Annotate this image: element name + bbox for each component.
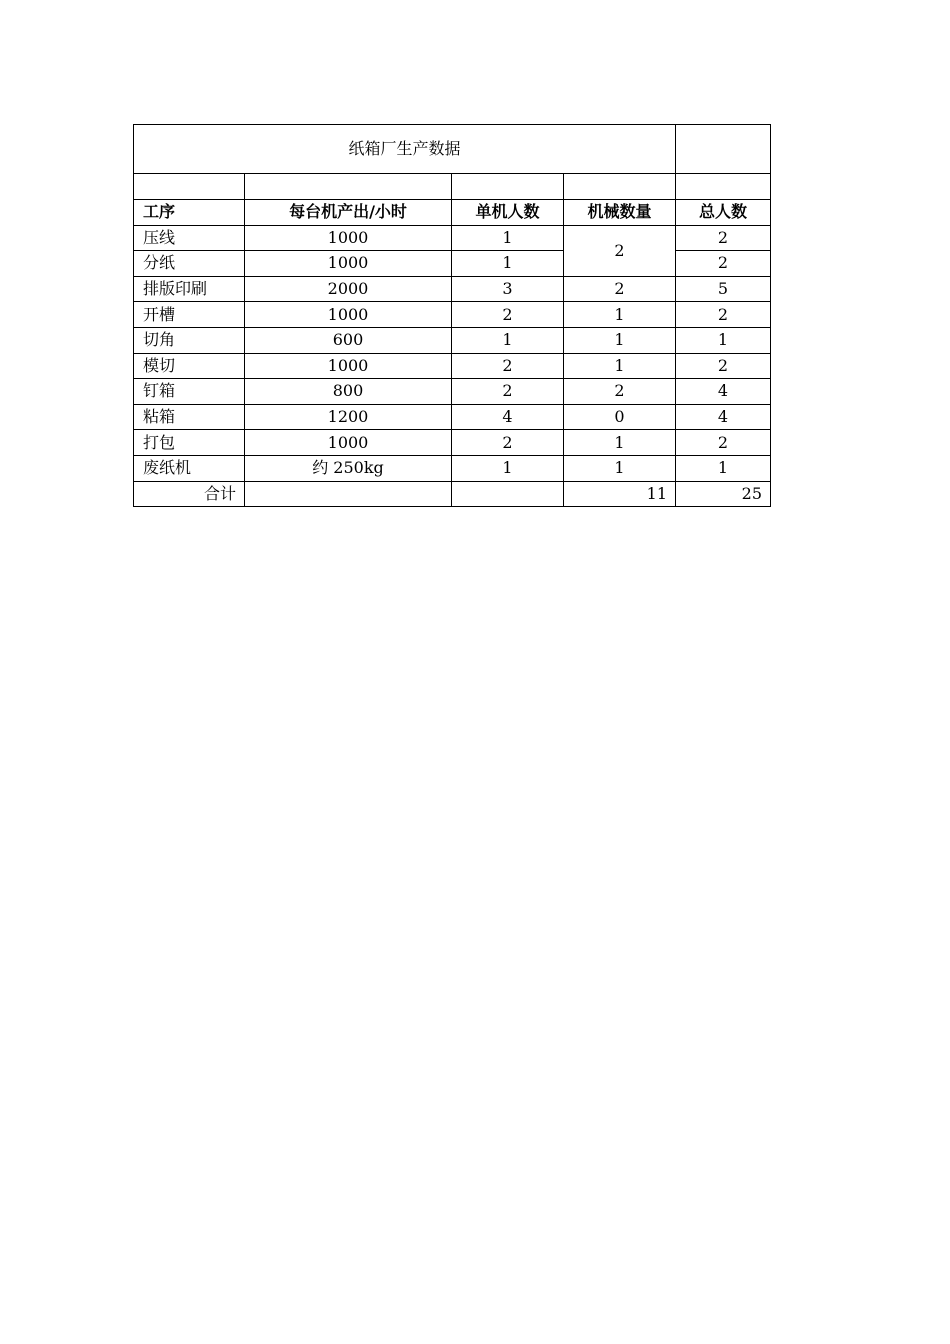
output-cell: 2000 bbox=[245, 276, 452, 302]
output-cell: 800 bbox=[245, 379, 452, 405]
output-cell: 1200 bbox=[245, 404, 452, 430]
total-machines: 11 bbox=[564, 481, 676, 507]
empty-cell bbox=[676, 174, 771, 200]
table-row bbox=[134, 225, 771, 251]
table-row bbox=[134, 276, 771, 302]
process-cell: 分纸 bbox=[134, 251, 245, 277]
workers-cell: 2 bbox=[452, 302, 564, 328]
table-row bbox=[134, 430, 771, 456]
workers-cell: 4 bbox=[452, 404, 564, 430]
workers-cell: 2 bbox=[452, 353, 564, 379]
workers-cell: 1 bbox=[452, 455, 564, 481]
empty-cell bbox=[452, 481, 564, 507]
output-cell: 约 250kg bbox=[245, 455, 452, 481]
production-data-table bbox=[133, 124, 771, 507]
header-total-workers: 总人数 bbox=[676, 200, 771, 226]
total-cell: 1 bbox=[676, 327, 771, 353]
header-workers-per-machine: 单机人数 bbox=[452, 200, 564, 226]
header-machine-count: 机械数量 bbox=[564, 200, 676, 226]
process-cell: 排版印刷 bbox=[134, 276, 245, 302]
machines-cell: 0 bbox=[564, 404, 676, 430]
total-cell: 4 bbox=[676, 404, 771, 430]
process-cell: 开槽 bbox=[134, 302, 245, 328]
process-cell: 打包 bbox=[134, 430, 245, 456]
table-row bbox=[134, 302, 771, 328]
machines-cell: 1 bbox=[564, 302, 676, 328]
total-label: 合计 bbox=[134, 481, 245, 507]
table-row bbox=[134, 251, 771, 277]
machines-cell: 1 bbox=[564, 353, 676, 379]
total-cell: 2 bbox=[676, 353, 771, 379]
workers-cell: 1 bbox=[452, 251, 564, 277]
output-cell: 1000 bbox=[245, 225, 452, 251]
workers-cell: 1 bbox=[452, 225, 564, 251]
process-cell: 废纸机 bbox=[134, 455, 245, 481]
output-cell: 1000 bbox=[245, 430, 452, 456]
table-row bbox=[134, 327, 771, 353]
machines-cell: 1 bbox=[564, 455, 676, 481]
table-row bbox=[134, 455, 771, 481]
output-cell: 1000 bbox=[245, 302, 452, 328]
total-cell: 2 bbox=[676, 225, 771, 251]
empty-cell bbox=[245, 174, 452, 200]
total-cell: 5 bbox=[676, 276, 771, 302]
machines-cell: 2 bbox=[564, 276, 676, 302]
process-cell: 模切 bbox=[134, 353, 245, 379]
total-cell: 2 bbox=[676, 251, 771, 277]
empty-cell bbox=[245, 481, 452, 507]
workers-cell: 2 bbox=[452, 430, 564, 456]
total-cell: 1 bbox=[676, 455, 771, 481]
total-cell: 2 bbox=[676, 430, 771, 456]
machines-cell: 2 bbox=[564, 379, 676, 405]
total-cell: 2 bbox=[676, 302, 771, 328]
table-row bbox=[134, 379, 771, 405]
workers-cell: 1 bbox=[452, 327, 564, 353]
workers-cell: 2 bbox=[452, 379, 564, 405]
workers-cell: 3 bbox=[452, 276, 564, 302]
empty-cell bbox=[452, 174, 564, 200]
process-cell: 压线 bbox=[134, 225, 245, 251]
output-cell: 1000 bbox=[245, 251, 452, 277]
machines-cell: 1 bbox=[564, 327, 676, 353]
process-cell: 粘箱 bbox=[134, 404, 245, 430]
empty-cell bbox=[134, 174, 245, 200]
header-process: 工序 bbox=[134, 200, 245, 226]
process-cell: 钉箱 bbox=[134, 379, 245, 405]
output-cell: 1000 bbox=[245, 353, 452, 379]
total-workers: 25 bbox=[676, 481, 771, 507]
table-title: 纸箱厂生产数据 bbox=[134, 125, 676, 174]
process-cell: 切角 bbox=[134, 327, 245, 353]
total-cell: 4 bbox=[676, 379, 771, 405]
header-output-per-hour: 每台机产出/小时 bbox=[245, 200, 452, 226]
empty-cell bbox=[676, 125, 771, 174]
machines-cell: 2 bbox=[564, 225, 676, 276]
machines-cell: 1 bbox=[564, 430, 676, 456]
empty-cell bbox=[564, 174, 676, 200]
table-row bbox=[134, 353, 771, 379]
table-row bbox=[134, 404, 771, 430]
output-cell: 600 bbox=[245, 327, 452, 353]
total-row bbox=[134, 481, 771, 507]
